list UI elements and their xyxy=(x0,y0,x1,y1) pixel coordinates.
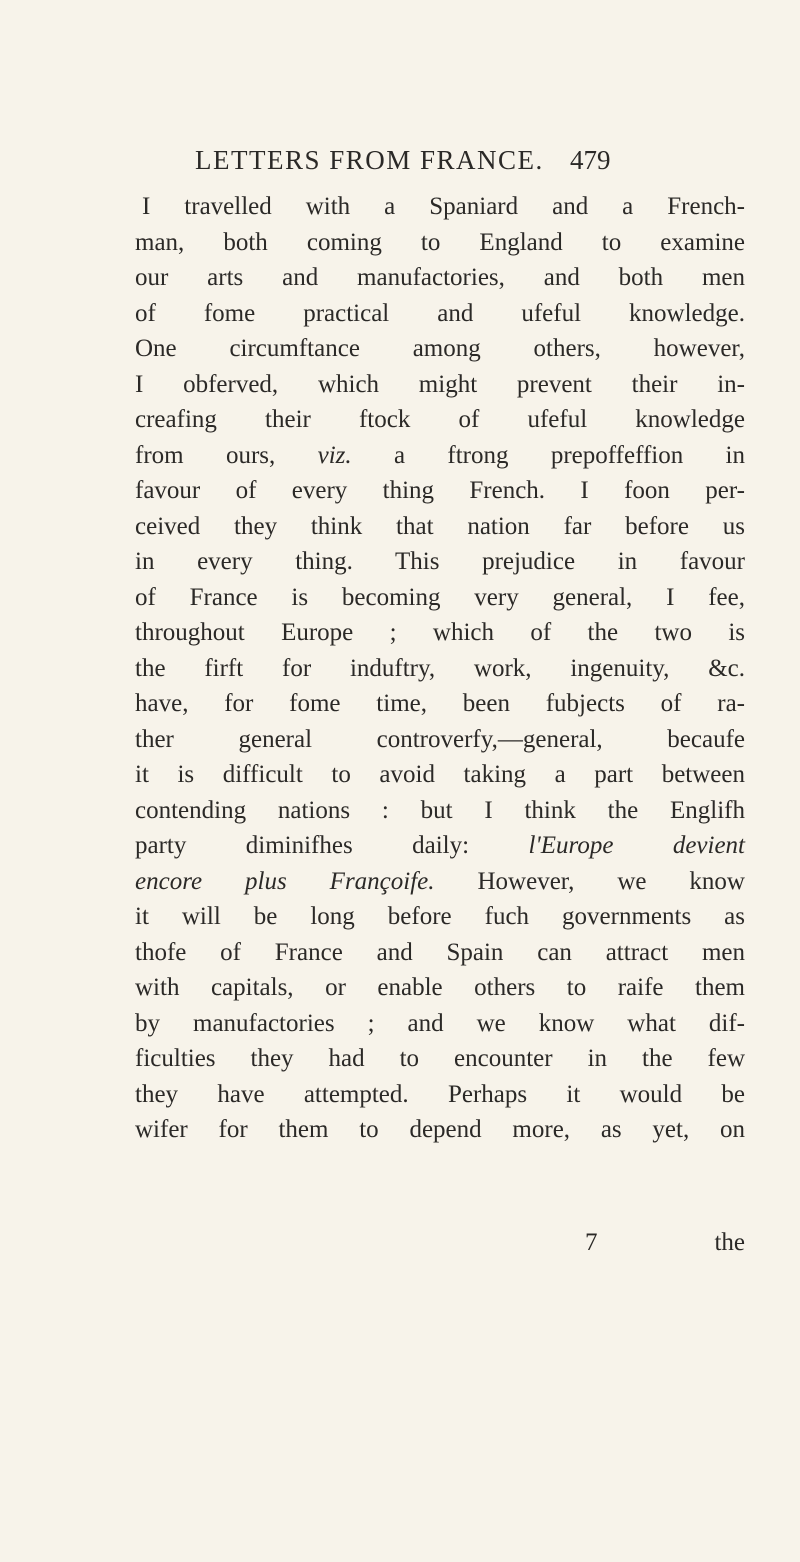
italic-viz: viz. xyxy=(317,441,352,469)
text-line: I travelled with a Spaniard and a French- xyxy=(142,193,745,220)
text-line: One circumftance among others, however, xyxy=(135,335,745,362)
text-line: man, both coming to England to examine xyxy=(135,228,745,256)
text-line: have, for fome time, been fubjects of ra- xyxy=(135,690,745,717)
text-line: wifer for them to depend more, as yet, on xyxy=(135,1116,745,1143)
text-line: with capitals, or enable others to raife them xyxy=(135,974,745,1001)
text-line xyxy=(135,438,745,474)
page-number: 479 xyxy=(570,145,611,175)
text-line: ther general controverfy,—general, becaufe xyxy=(135,725,745,753)
text-segment: a ftrong prepoffeffion in xyxy=(351,441,745,469)
text-line: our arts and manufactories, and both men xyxy=(135,264,745,291)
running-title: LETTERS FROM FRANCE. xyxy=(195,145,544,175)
text-line: of France is becoming very general, I fee, xyxy=(135,583,745,611)
text-line xyxy=(135,828,745,864)
text-segment: from ours, xyxy=(135,441,318,469)
text-line xyxy=(135,864,745,900)
text-line: ficulties they had to encounter in the few xyxy=(135,1045,745,1072)
text-line: it is difficult to avoid taking a part between xyxy=(135,761,745,788)
page-header xyxy=(195,145,735,185)
text-line: creafing their ftock of ufeful knowledge xyxy=(135,406,745,433)
page-footer xyxy=(135,1229,745,1265)
text-line: favour of every thing French. I foon per- xyxy=(135,477,745,504)
text-segment: However, we know xyxy=(434,867,745,895)
text-line: ceived they think that nation far before us xyxy=(135,512,745,540)
text-line: by manufactories ; and we know what dif- xyxy=(135,1009,745,1037)
text-line: in every thing. This prejudice in favour xyxy=(135,548,745,575)
signature-mark: 7 xyxy=(585,1229,598,1256)
text-line: the firft for induftry, work, ingenuity, &c. xyxy=(135,654,745,682)
text-line: they have attempted. Perhaps it would be xyxy=(135,1080,745,1108)
text-line: throughout Europe ; which of the two is xyxy=(135,619,745,646)
text-line: contending nations : but I think the Englifh xyxy=(135,796,745,824)
body-text xyxy=(135,189,745,1148)
italic-quote: l'Europe devient xyxy=(528,832,745,859)
text-line: it will be long before fuch governments as xyxy=(135,903,745,930)
text-line: I obferved, which might prevent their in- xyxy=(135,370,745,398)
text-line: of fome practical and ufeful knowledge. xyxy=(135,299,745,327)
italic-quote: encore plus Françoife. xyxy=(135,867,435,895)
text-line: thofe of France and Spain can attract men xyxy=(135,938,745,966)
catchword: the xyxy=(714,1229,745,1256)
text-segment: party diminifhes daily: xyxy=(135,832,529,859)
